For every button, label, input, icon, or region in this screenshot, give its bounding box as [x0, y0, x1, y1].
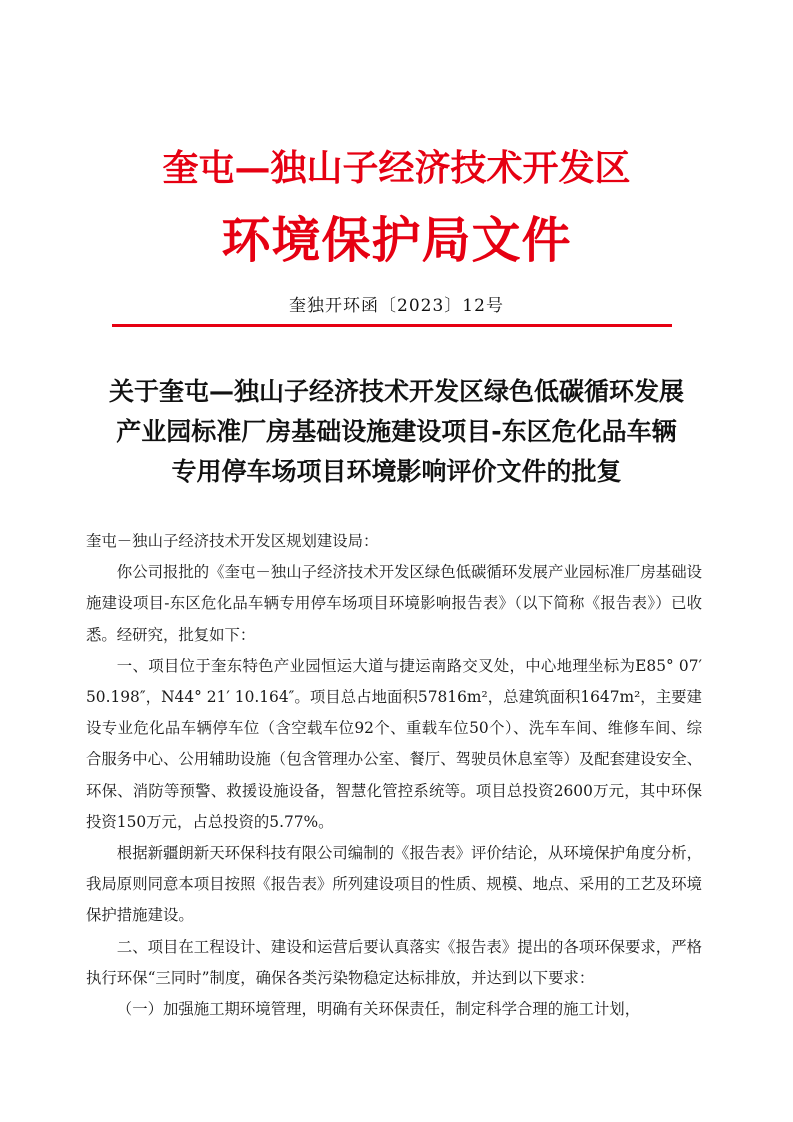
title-line-3: 专用停车场项目环境影响评价文件的批复	[171, 457, 622, 486]
document-header-title: 环境保护局文件	[221, 211, 572, 269]
paragraph-requirements: 二、项目在工程设计、建设和运营后要认真落实《报告表》提出的各项环保要求，严格执行环保“三同时”制度，确保各类污染物稳定达标排放，并达到以下要求：	[86, 937, 702, 987]
document-title	[90, 372, 703, 492]
issuing-organization: 奎屯—独山子经济技术开发区	[162, 147, 631, 189]
document-body	[86, 526, 702, 1025]
paragraph-assessment-conclusion: 根据新疆朗新天环保科技有限公司编制的《报告表》评价结论，从环境保护角度分析，我局原则同意本项目按照《报告表》所列建设项目的性质、规模、地点、采用的工艺及环境保护措施建设。	[86, 844, 702, 925]
red-divider-line	[112, 324, 672, 327]
document-number: 奎独开环函〔2023〕12号	[289, 296, 504, 316]
paragraph-construction-management: （一）加强施工期环境管理，明确有关环保责任，制定科学合理的施工计划，	[116, 1000, 641, 1019]
salutation: 奎屯－独山子经济技术开发区规划建设局：	[86, 532, 379, 550]
title-line-1: 关于奎屯—独山子经济技术开发区绿色低碳循环发展	[108, 377, 684, 406]
paragraph-project-location: 一、项目位于奎东特色产业园恒运大道与捷运南路交叉处，中心地理坐标为E85° 07′ 50.198″，N44° 21′ 10.164″。项目总占地面积57816m²，总建筑面积1647m²，主要建设专业危化品车辆停车位（含空载车位92个、重载车位50个）、洗车车间、维修车间、综合服务中心、公用辅助设施（包含管理办公室、餐厅、驾驶员休息室等）及配套建设安全、环保、消防等预警、救援设施设备，智慧化管控系统等。项目总投资2600万元，其中环保投资150万元，占总投资的5.77%。	[86, 656, 702, 831]
title-line-2: 产业园标准厂房基础设施建设项目-东区危化品车辆	[116, 417, 677, 446]
paragraph-intro: 你公司报批的《奎屯－独山子经济技术开发区绿色低碳循环发展产业园标准厂房基础设施建设项目-东区危化品车辆专用停车场项目环境影响报告表》（以下简称《报告表》）已收悉。经研究，批复如下：	[86, 563, 702, 644]
